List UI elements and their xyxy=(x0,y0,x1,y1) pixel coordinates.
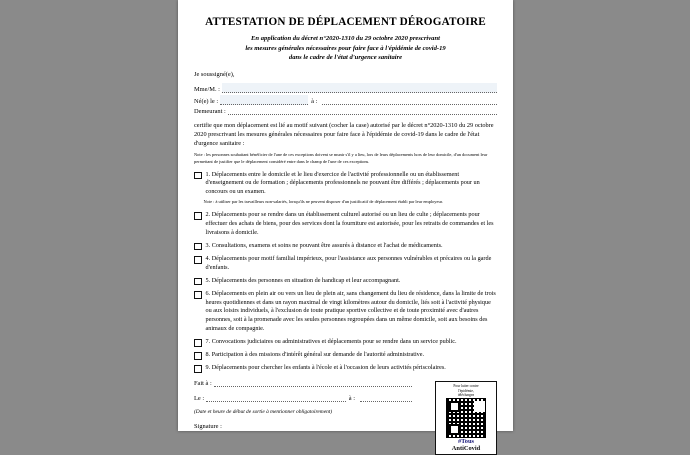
lead-text: Je soussigné(e), xyxy=(194,70,235,78)
list-item[interactable] xyxy=(194,211,497,237)
reason-text-6: 6. Déplacements en plein air ou vers un lieu de plein air, sans changement du lieu de résidence, dans la limite de trois heures quotidiennes et dans un rayon maximal de vingt kilomètres autour du domicile, liés soit à l'activité physique ou aux loisirs individuels, à l'exclusion de toute pratique sportive collective et de toute proximité avec d'autres personnes, soit à la promenade avec les seules personnes regroupées dans un même domicile, soit aux besoins des animaux de compagnie. xyxy=(205,290,496,332)
checkbox-icon[interactable] xyxy=(194,365,202,373)
name-label: Mme/M. : xyxy=(194,85,220,93)
subtitle-line-3: dans le cadre de l'état d'urgence sanitaire xyxy=(288,54,403,62)
time-label: à : xyxy=(348,395,355,403)
birthplace-label: à : xyxy=(311,97,318,105)
qr-caption xyxy=(438,384,494,397)
date-input[interactable] xyxy=(206,394,346,402)
reason-subnote-1: Note : à utiliser par les travailleurs non-salariés, lorsqu'ils ne peuvent disposer d'un justificatif de déplacement établi par leur employeur. xyxy=(203,199,443,205)
subtitle-line-1: En application du décret n°2020-1310 du 29 octobre 2020 prescrivant xyxy=(251,35,440,42)
field-row-address xyxy=(194,107,497,115)
signature-label: Signature : xyxy=(194,423,222,431)
qr-block xyxy=(435,381,497,455)
logo-line-2: AntiCovid xyxy=(451,445,481,453)
date-label: Le : xyxy=(194,395,205,403)
list-item[interactable] xyxy=(194,255,497,272)
list-item[interactable] xyxy=(194,242,497,251)
attestation-document xyxy=(178,0,513,453)
reasons-list xyxy=(194,171,497,373)
reason-text-5: 5. Déplacements des personnes en situation de handicap et leur accompagnant. xyxy=(205,276,401,284)
place-row xyxy=(194,379,412,387)
list-item[interactable] xyxy=(194,351,497,360)
date-row xyxy=(194,394,412,402)
checkbox-icon[interactable] xyxy=(194,172,202,180)
list-item[interactable] xyxy=(194,364,497,373)
reason-text-8: 8. Participation à des missions d'intérêt général sur demande de l'autorité administrative. xyxy=(205,351,425,359)
name-input[interactable] xyxy=(222,83,497,93)
qr-code-icon xyxy=(446,398,486,438)
birthdate-label: Né(e) le : xyxy=(194,97,219,105)
qr-caption-line-1: Pour lutter contre xyxy=(453,384,479,389)
subtitle-line-2: les mesures générales nécessaires pour faire face à l'épidémie de covid-19 xyxy=(245,44,446,52)
reason-text-9: 9. Déplacements pour chercher les enfants à l'école et à l'occasion de leurs activités périscolaires. xyxy=(205,364,446,372)
checkbox-icon[interactable] xyxy=(194,291,202,299)
list-item[interactable] xyxy=(194,171,497,197)
footer-section xyxy=(194,379,497,453)
checkbox-icon[interactable] xyxy=(194,278,202,286)
reason-text-4: 4. Déplacements pour motif familial impérieux, pour l'assistance aux personnes vulnérables et précaires ou la garde d'enfants. xyxy=(205,255,492,271)
logo-line-1: #Tous xyxy=(457,438,475,446)
place-label: Fait à : xyxy=(194,380,212,388)
birthplace-input[interactable] xyxy=(322,97,497,105)
list-item[interactable] xyxy=(194,290,497,333)
qr-caption-line-2: l'épidémie, xyxy=(458,388,474,393)
time-input[interactable] xyxy=(360,394,412,402)
checkbox-icon[interactable] xyxy=(194,256,202,264)
qr-caption-line-3: téléchargez xyxy=(457,392,475,397)
reason-text-7: 7. Convocations judiciaires ou administratives et déplacements pour se rendre dans un service public. xyxy=(205,338,457,345)
checkbox-icon[interactable] xyxy=(194,243,202,251)
page-title: ATTESTATION DE DÉPLACEMENT DÉROGATOIRE xyxy=(205,16,486,28)
reason-text-2: 2. Déplacements pour se rendre dans un établissement culturel autorisé ou un lieu de culte ; déplacements pour effectuer des achats de biens, pour des services dont la fourniture est autorisée, pour les retraits de commandes et les livraisons à domicile. xyxy=(205,211,494,236)
tousanticovid-logo xyxy=(438,439,494,452)
reason-text-1: 1. Déplacements entre le domicile et le lieu d'exercice de l'activité professionnelle ou un établissement d'enseignement ou de formation ; déplacements professionnels ne pouvant être différés ; déplacements pour un concours ou un examen. xyxy=(205,170,480,196)
checkbox-icon[interactable] xyxy=(194,339,202,347)
list-item[interactable] xyxy=(194,338,497,347)
birthdate-input[interactable] xyxy=(220,95,308,105)
field-row-birth xyxy=(194,95,497,105)
address-input[interactable] xyxy=(228,107,497,115)
checkbox-icon[interactable] xyxy=(194,352,202,360)
document-subtitle xyxy=(194,34,497,63)
note-top: Note : les personnes souhaitant bénéficier de l'une de ces exceptions doivent se munir s'il y a lieu, lors de leurs déplacements hors de leur domicile, d'un document leur permettant de justifier que le déplacement considéré entre dans le champ de l'une de ces exceptions. xyxy=(194,152,488,164)
reason-text-3: 3. Consultations, examens et soins ne pouvant être assurés à distance et l'achat de médicaments. xyxy=(205,241,443,249)
date-hint: (Date et heure de début de sortie à mentionner obligatoirement) xyxy=(194,409,333,416)
list-item[interactable] xyxy=(194,277,497,286)
field-row-name xyxy=(194,83,497,93)
place-input[interactable] xyxy=(214,379,412,387)
checkbox-icon[interactable] xyxy=(194,212,202,220)
address-label: Demeurant : xyxy=(194,107,226,115)
certify-paragraph: certifie que mon déplacement est lié au motif suivant (cocher la case) autorisé par le décret n°2020-1310 du 29 octobre 2020 prescrivant les mesures générales nécessaires pour faire face à l'épidémie de covid-19 dans le cadre de l'état d'urgence sanitaire : xyxy=(194,121,494,147)
